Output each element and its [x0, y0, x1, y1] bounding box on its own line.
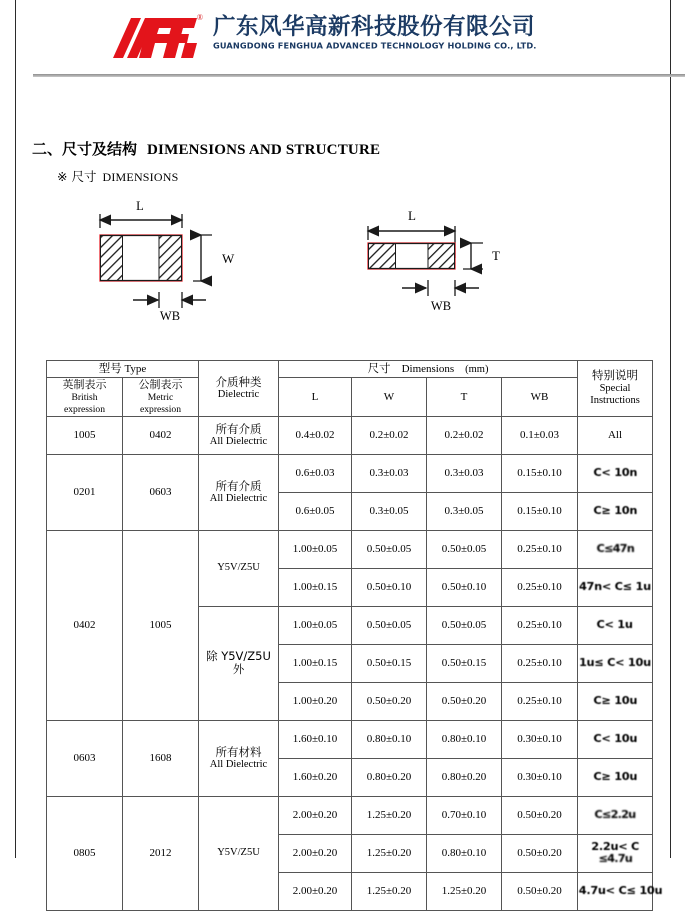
header-col-wb: WB — [502, 378, 578, 417]
cell-special-instruction — [578, 644, 653, 682]
cell-dielectric — [199, 454, 279, 530]
dielectric-label-cn: 除 Y5V/Z5U 外 — [206, 648, 271, 677]
dielectric-label-en: All Dielectric — [209, 493, 268, 505]
cell-dimension-t: 1.25±0.20 — [427, 872, 502, 910]
table-row — [47, 454, 653, 492]
header-special-en-2: Instructions — [590, 395, 640, 407]
page-border-left — [15, 0, 16, 858]
cell-dimension-l: 1.60±0.20 — [279, 758, 352, 796]
section-heading — [32, 138, 380, 159]
side-view-chip-diagram — [340, 198, 570, 328]
cell-dimension-w: 0.50±0.05 — [352, 530, 427, 568]
cell-dimension-w: 0.80±0.10 — [352, 720, 427, 758]
cell-dimension-l: 1.00±0.15 — [279, 644, 352, 682]
cell-dimension-w: 0.50±0.05 — [352, 606, 427, 644]
cell-dimension-wb: 0.50±0.20 — [502, 872, 578, 910]
header-dimensions-en: Dimensions — [401, 363, 455, 375]
cell-dimension-w: 0.3±0.03 — [352, 454, 427, 492]
cell-metric-expression: 1608 — [123, 720, 199, 796]
header-metric-en-2: expression — [139, 403, 182, 415]
cell-dimension-wb: 0.25±0.10 — [502, 530, 578, 568]
header-type-group — [47, 361, 199, 378]
cell-special-instruction — [578, 834, 653, 872]
cell-special-instruction — [578, 872, 663, 910]
special-instruction-text: C≥ 10n — [593, 503, 637, 517]
dielectric-label-cn: Y5V/Z5U — [217, 562, 260, 574]
cell-dimension-w: 0.50±0.10 — [352, 568, 427, 606]
special-instruction-text: C< 1u — [596, 617, 634, 631]
table-row — [47, 416, 653, 454]
cell-dielectric — [199, 416, 279, 454]
svg-text:L: L — [408, 208, 416, 223]
cell-dielectric — [199, 530, 279, 606]
header-metric-expression — [123, 378, 199, 417]
header-dielectric-en: Dielectric — [217, 389, 260, 401]
cell-metric-expression: 0402 — [123, 416, 199, 454]
cell-british-expression: 0201 — [47, 454, 123, 530]
subsection-heading-en: DIMENSIONS — [102, 170, 179, 184]
header-col-w: W — [352, 378, 427, 417]
cell-dimension-w: 1.25±0.20 — [352, 796, 427, 834]
special-instruction-text: 4.7u< C≤ 10u — [578, 883, 663, 897]
dielectric-label-cn: 所有介质 — [215, 478, 262, 493]
svg-text:W: W — [222, 251, 235, 266]
page-border-right — [670, 0, 671, 858]
cell-british-expression: 0805 — [47, 796, 123, 910]
page-header — [16, 8, 670, 70]
cell-dimension-w: 0.50±0.20 — [352, 682, 427, 720]
table-row — [47, 530, 653, 568]
cell-dimension-t: 0.50±0.10 — [427, 568, 502, 606]
cell-dimension-wb: 0.25±0.10 — [502, 606, 578, 644]
cell-dielectric — [199, 720, 279, 796]
cell-dimension-w: 0.50±0.15 — [352, 644, 427, 682]
cell-special-instruction — [578, 720, 653, 758]
cell-special-instruction — [578, 796, 653, 834]
cell-dimension-wb: 0.25±0.10 — [502, 568, 578, 606]
cell-dimension-w: 0.3±0.05 — [352, 492, 427, 530]
svg-text:L: L — [136, 199, 144, 213]
header-dimensions-group — [279, 361, 578, 378]
cell-special-instruction — [578, 568, 653, 606]
special-instruction-text: C≥ 10u — [593, 693, 637, 707]
dielectric-label-en: All Dielectric — [209, 436, 268, 448]
special-instruction-text: All — [607, 428, 623, 441]
fenghua-fh-logo-icon — [111, 14, 203, 60]
header-british-expression — [47, 378, 123, 417]
special-instruction-text: C≥ 10u — [593, 769, 637, 783]
cell-dimension-w: 0.80±0.20 — [352, 758, 427, 796]
cell-dielectric — [199, 606, 279, 720]
cell-dimension-l: 1.00±0.20 — [279, 682, 352, 720]
cell-dimension-l: 0.6±0.05 — [279, 492, 352, 530]
cell-special-instruction — [578, 530, 653, 568]
cell-metric-expression: 1005 — [123, 530, 199, 720]
dimensions-spec-table — [46, 360, 663, 911]
header-dielectric — [199, 361, 279, 417]
cell-dimension-t: 0.50±0.15 — [427, 644, 502, 682]
table-row — [47, 720, 653, 758]
header-col-l: L — [279, 378, 352, 417]
cell-special-instruction — [578, 492, 653, 530]
company-name-block — [213, 14, 537, 51]
subsection-heading-cn: 尺寸 — [71, 169, 97, 184]
cell-dimension-l: 1.00±0.05 — [279, 530, 352, 568]
cell-dimension-t: 0.70±0.10 — [427, 796, 502, 834]
header-col-t: T — [427, 378, 502, 417]
special-instruction-text-line2: ≤4.7u — [598, 852, 632, 866]
cell-british-expression: 0603 — [47, 720, 123, 796]
cell-dimension-l: 1.00±0.05 — [279, 606, 352, 644]
svg-text:WB: WB — [159, 309, 181, 323]
cell-dimension-t: 0.3±0.03 — [427, 454, 502, 492]
header-british-en-2: expression — [63, 403, 106, 415]
special-instruction-text: C≤2.2u — [594, 807, 636, 821]
dielectric-label-cn: 所有介质 — [215, 421, 262, 436]
top-view-chip-diagram — [70, 198, 300, 328]
special-instruction-text: C< 10u — [593, 731, 637, 745]
header-british-cn: 英制表示 — [62, 378, 107, 392]
table-header-row-1 — [47, 361, 653, 378]
cell-dimension-wb: 0.15±0.10 — [502, 492, 578, 530]
header-metric-cn: 公制表示 — [138, 378, 183, 392]
cell-dimension-wb: 0.25±0.10 — [502, 682, 578, 720]
header-type-cn: 型号 — [98, 361, 122, 376]
cell-special-instruction — [578, 416, 653, 454]
company-name-cn: 广东风华高新科技股份有限公司 — [213, 14, 536, 40]
dielectric-label-en: All Dielectric — [209, 759, 268, 771]
special-instruction-text: C< 10n — [593, 465, 637, 479]
subsection-heading — [57, 167, 179, 185]
special-instruction-text: 1u≤ C< 10u — [579, 655, 651, 669]
header-special-cn: 特别说明 — [592, 368, 639, 383]
cell-dimension-t: 0.80±0.20 — [427, 758, 502, 796]
cell-special-instruction — [578, 682, 653, 720]
dielectric-label-cn: 所有材料 — [215, 744, 262, 759]
dielectric-label-cn: Y5V/Z5U — [217, 847, 260, 859]
section-heading-cn: 二、尺寸及结构 — [32, 140, 138, 158]
cell-dimension-l: 1.60±0.10 — [279, 720, 352, 758]
cell-dimension-wb: 0.1±0.03 — [502, 416, 578, 454]
cell-dimension-t: 0.2±0.02 — [427, 416, 502, 454]
cell-dimension-wb: 0.30±0.10 — [502, 758, 578, 796]
cell-dimension-wb: 0.30±0.10 — [502, 720, 578, 758]
cell-dielectric — [199, 796, 279, 910]
svg-text:WB: WB — [430, 299, 452, 313]
cell-dimension-l: 2.00±0.20 — [279, 834, 352, 872]
table-head — [47, 361, 653, 417]
header-special-en-1: Special — [599, 382, 631, 394]
cell-dimension-w: 1.25±0.20 — [352, 834, 427, 872]
header-special-instructions — [578, 361, 653, 417]
section-heading-en: DIMENSIONS AND STRUCTURE — [147, 142, 381, 158]
cell-metric-expression: 2012 — [123, 796, 199, 910]
cell-dimension-t: 0.50±0.05 — [427, 530, 502, 568]
header-type-en: Type — [124, 363, 147, 376]
cell-dimension-wb: 0.50±0.20 — [502, 834, 578, 872]
cell-dimension-t: 0.80±0.10 — [427, 720, 502, 758]
cell-metric-expression: 0603 — [123, 454, 199, 530]
header-metric-en-1: Metric — [147, 392, 174, 404]
header-divider — [33, 74, 685, 77]
table-header-row-2 — [47, 378, 653, 417]
cell-dimension-w: 1.25±0.20 — [352, 872, 427, 910]
special-instruction-text: C≤47n — [596, 541, 634, 555]
cell-dimension-t: 0.50±0.20 — [427, 682, 502, 720]
cell-special-instruction — [578, 606, 653, 644]
cell-special-instruction — [578, 758, 653, 796]
cell-dimension-l: 0.6±0.03 — [279, 454, 352, 492]
svg-text:T: T — [492, 248, 500, 263]
table-body — [47, 416, 663, 910]
subsection-marker-icon: ※ — [57, 169, 68, 184]
cell-dimension-t: 0.50±0.05 — [427, 606, 502, 644]
cell-dimension-wb: 0.50±0.20 — [502, 796, 578, 834]
cell-british-expression: 0402 — [47, 530, 123, 720]
cell-dimension-l: 0.4±0.02 — [279, 416, 352, 454]
registered-trademark-icon: ® — [196, 13, 203, 22]
header-dimensions-unit: (mm) — [465, 364, 489, 375]
company-name-en: GUANGDONG FENGHUA ADVANCED TECHNOLOGY HOLDING CO., LTD. — [213, 40, 537, 50]
cell-dimension-l: 2.00±0.20 — [279, 872, 352, 910]
cell-dimension-l: 1.00±0.15 — [279, 568, 352, 606]
cell-british-expression: 1005 — [47, 416, 123, 454]
cell-dimension-t: 0.80±0.10 — [427, 834, 502, 872]
cell-dimension-wb: 0.15±0.10 — [502, 454, 578, 492]
cell-dimension-w: 0.2±0.02 — [352, 416, 427, 454]
table-row — [47, 796, 653, 834]
special-instruction-text: 47n< C≤ 1u — [579, 579, 651, 593]
special-instruction-text: 2.2u< C — [591, 839, 639, 853]
header-dielectric-cn: 介质种类 — [215, 374, 262, 389]
cell-special-instruction — [578, 454, 653, 492]
header-british-en-1: British — [71, 392, 98, 404]
header-dimensions-cn: 尺寸 — [367, 361, 391, 375]
cell-dimension-l: 2.00±0.20 — [279, 796, 352, 834]
company-logo-block — [111, 14, 537, 60]
cell-dimension-t: 0.3±0.05 — [427, 492, 502, 530]
cell-dimension-wb: 0.25±0.10 — [502, 644, 578, 682]
